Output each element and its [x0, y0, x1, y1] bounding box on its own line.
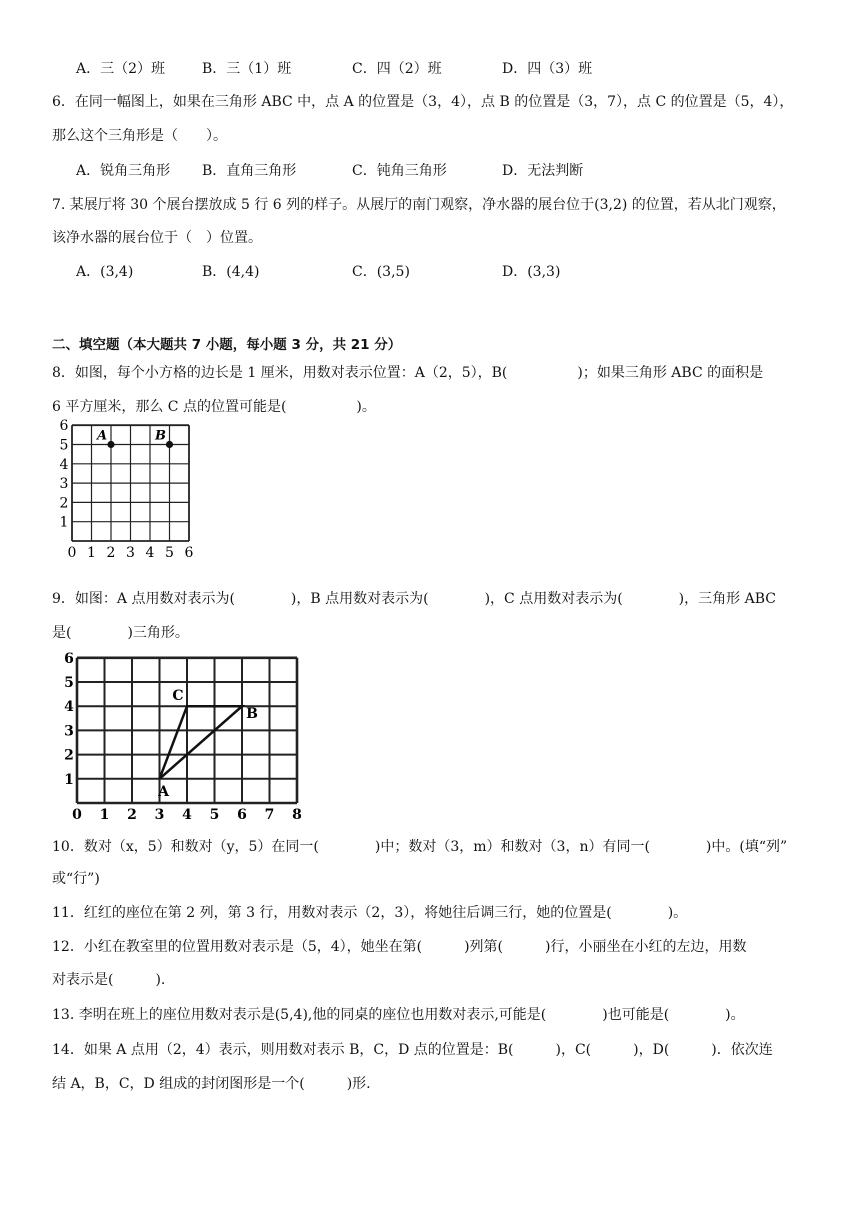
q13-text: 13. 李明在班上的座位用数对表示是(5,4),他的同桌的座位也用数对表示,可能是( )也可能是( )。: [52, 1007, 745, 1023]
q10-text-line2: 或“行”): [52, 871, 100, 887]
q5-option-a: A．三（2）班: [76, 61, 166, 77]
x-tick-label: 2: [127, 807, 137, 823]
q8-text-line1: 8．如图，每个小方格的边长是 1 厘米，用数对表示位置：A（2，5），B( )；如果三角形 ABC 的面积是: [52, 365, 764, 381]
y-tick-label: 2: [59, 495, 69, 512]
x-tick-label: 2: [106, 545, 116, 561]
section-heading-fill-in: 二、填空题（本大题共 7 小题，每小题 3 分，共 21 分）: [52, 337, 402, 353]
q9-text-line1: 9．如图：A 点用数对表示为( )，B 点用数对表示为( )，C 点用数对表示为( )，三角形 ABC: [52, 591, 776, 607]
x-tick-label: 5: [165, 545, 174, 561]
y-tick-label: 3: [64, 723, 74, 740]
x-tick-label: 1: [87, 545, 96, 561]
y-tick-label: 1: [59, 514, 69, 531]
y-tick-label: 4: [64, 699, 74, 716]
q12-text-line2: 对表示是( ).: [52, 972, 166, 988]
point-label-c: C: [172, 688, 184, 705]
y-tick-label: 2: [64, 747, 74, 764]
q9-text-line2: 是( )三角形。: [52, 625, 189, 641]
q8-text-line2: 6 平方厘米，那么 C 点的位置可能是( )。: [52, 399, 376, 415]
q7-option-b: B．(4,4): [202, 264, 260, 280]
q5-option-c: C．四（2）班: [352, 61, 442, 77]
x-tick-label: 4: [182, 807, 192, 823]
y-tick-label: 4: [59, 456, 69, 473]
point-label-b: B: [246, 706, 258, 723]
q6-option-b: B．直角三角形: [202, 163, 297, 179]
q5-option-b: B．三（1）班: [202, 61, 292, 77]
y-tick-label: 6: [64, 650, 74, 667]
y-tick-label: 1: [64, 771, 74, 788]
q9-coordinate-grid: [50, 652, 310, 824]
x-tick-label: 1: [99, 807, 110, 823]
x-tick-label: 7: [264, 807, 275, 823]
q7-option-a: A．(3,4): [76, 264, 134, 280]
q14-text-line1: 14．如果 A 点用（2，4）表示，则用数对表示 B，C，D 点的位置是：B( )，C( )，D( )．依次连: [52, 1042, 773, 1058]
y-tick-label: 3: [59, 476, 69, 493]
q6-option-d: D．无法判断: [502, 163, 584, 179]
point-label-b: B: [155, 428, 166, 444]
q12-text-line1: 12．小红在教室里的位置用数对表示是（5，4），她坐在第( )列第( )行，小丽坐在小红的左边，用数: [52, 939, 747, 955]
q6-text-line2: 那么这个三角形是（ ）。: [52, 128, 227, 144]
x-tick-label: 8: [292, 807, 302, 823]
q10-text-line1: 10．数对（x，5）和数对（y，5）在同一( )中；数对（3，m）和数对（3，n）有同一( )中。(填“列”: [52, 839, 788, 855]
point-label-a: A: [158, 783, 169, 800]
x-tick-label: 4: [145, 545, 155, 561]
y-tick-label: 5: [64, 675, 74, 691]
point-label-a: A: [96, 428, 108, 444]
y-tick-label: 5: [59, 437, 69, 454]
y-tick-label: 6: [59, 418, 69, 435]
q7-option-c: C．(3,5): [352, 264, 410, 280]
q6-option-c: C．钝角三角形: [352, 163, 447, 179]
q7-text-line1: 7. 某展厅将 30 个展台摆放成 5 行 6 列的样子。从展厅的南门观察，净水器的展台位于(3,2) 的位置，若从北门观察，: [52, 197, 786, 213]
x-tick-label: 0: [72, 807, 82, 823]
q5-option-d: D．四（3）班: [502, 61, 593, 77]
x-tick-label: 3: [154, 807, 165, 823]
x-tick-label: 0: [67, 545, 77, 561]
q8-coordinate-grid: [50, 418, 200, 575]
q7-option-d: D．(3,3): [502, 264, 561, 280]
point-b: [166, 441, 173, 448]
point-a: [107, 441, 114, 448]
q11-text: 11．红红的座位在第 2 列，第 3 行，用数对表示（2，3），将她往后调三行，她的位置是( )。: [52, 905, 688, 921]
q6-option-a: A．锐角三角形: [76, 163, 171, 179]
x-tick-label: 5: [209, 807, 220, 823]
q7-text-line2: 该净水器的展台位于（ ）位置。: [52, 230, 262, 246]
triangle-abc: [160, 706, 243, 779]
x-tick-label: 6: [184, 545, 194, 561]
x-tick-label: 6: [237, 807, 247, 823]
q14-text-line2: 结 A，B，C，D 组成的封闭图形是一个( )形.: [52, 1076, 371, 1092]
q6-text-line1: 6．在同一幅图上，如果在三角形 ABC 中，点 A 的位置是（3，4），点 B 的位置是（3，7），点 C 的位置是（5，4），: [52, 94, 794, 110]
x-tick-label: 3: [126, 545, 135, 561]
